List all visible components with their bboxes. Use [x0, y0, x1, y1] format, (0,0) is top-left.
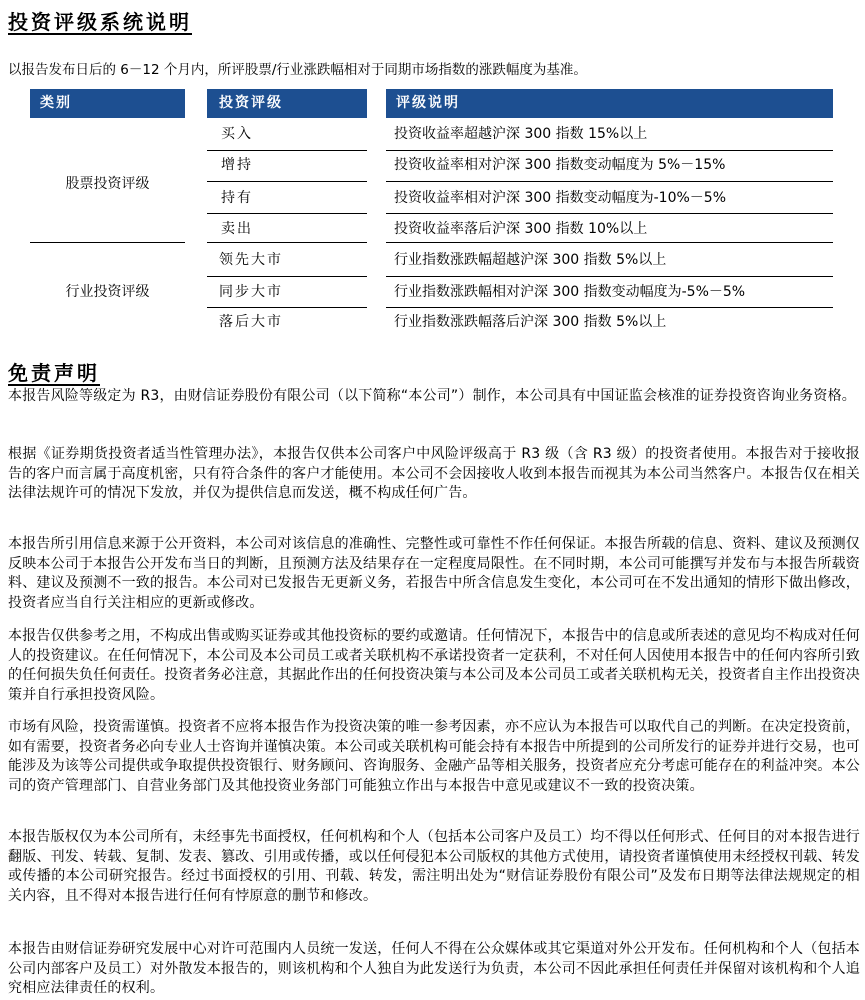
description-cell: 投资收益率相对沪深 300 指数变动幅度为-10%－5% — [394, 190, 726, 206]
rating-cell: 同步大市 — [219, 284, 283, 300]
table-header-description: 评级说明 — [386, 89, 833, 118]
description-cell: 投资收益率超越沪深 300 指数 15%以上 — [394, 126, 648, 142]
row-divider — [386, 181, 833, 182]
table-header-rating: 投资评级 — [207, 89, 367, 118]
rating-intro-text: 以报告发布日后的 6－12 个月内，所评股票/行业涨跌幅相对于同期市场指数的涨跌幅度为基准。 — [8, 62, 587, 78]
disclaimer-paragraph: 本报告由财信证券研究发展中心对许可范围内人员统一发送，任何人不得在公众媒体或其它渠道对外公开发布。任何机构和个人（包括本公司内部客户及员工）对外散发本报告的，则该机构和个人独自为此发送行为负责，本公司不因此承担任何责任并保留对该机构和个人追究相应法律责任的权利。 — [8, 941, 860, 996]
disclaimer-paragraph: 本报告仅供参考之用，不构成出售或购买证券或其他投资标的要约或邀请。任何情况下，本报告中的信息或所表述的意见均不构成对任何人的投资建议。在任何情况下，本公司及本公司员工或者关联机构不承诺投资者一定获利，不对任何人因使用本报告中的任何内容所引致的任何损失负任何责任。投资者务必注意，其据此作出的任何投资决策与本公司及本公司员工或者关联机构无关，投资者自主作出投资决策并自行承担投资风险。 — [8, 628, 860, 703]
description-cell: 行业指数涨跌幅相对沪深 300 指数变动幅度为-5%－5% — [394, 284, 746, 300]
row-divider — [386, 276, 833, 277]
row-divider — [207, 276, 367, 277]
description-cell: 行业指数涨跌幅落后沪深 300 指数 5%以上 — [394, 314, 667, 330]
description-cell: 投资收益率相对沪深 300 指数变动幅度为 5%－15% — [394, 157, 726, 173]
disclaimer-paragraph: 本报告所引用信息来源于公开资料，本公司对该信息的准确性、完整性或可靠性不作任何保证。本报告所载的信息、资料、建议及预测仅反映本公司于本报告公开发布当日的判断，且预测方法及结果存在一定程度局限性。在不同时期，本公司可能撰写并发布与本报告所载资料、建议及预测不一致的报告。本公司对已发报告无更新义务，若报告中所含信息发生变化，本公司可在不发出通知的情形下做出修改，投资者应当自行关注相应的更新或修改。 — [8, 536, 860, 611]
disclaimer-paragraph: 根据《证券期货投资者适当性管理办法》，本报告仅供本公司客户中风险评级高于 R3 级（含 R3 级）的投资者使用。本报告对于接收报告的客户而言属于高度机密，只有符合条件的客户才能使用。本公司不会因接收人收到本报告而视其为本公司当然客户。本报告仅在相关法律法规许可的情况下发放，并仅为提供信息而发送，概不构成任何广告。 — [8, 446, 860, 501]
rating-cell: 增持 — [221, 157, 253, 173]
rating-cell: 买入 — [221, 126, 253, 142]
row-divider — [207, 213, 367, 214]
row-divider — [386, 213, 833, 214]
rating-table — [30, 89, 833, 335]
rating-cell: 卖出 — [221, 221, 253, 237]
disclaimer-paragraph: 本报告风险等级定为 R3，由财信证券股份有限公司（以下简称“本公司”）制作，本公司具有中国证监会核准的证券投资咨询业务资格。 — [8, 388, 856, 404]
rating-system-title: 投资评级系统说明 — [8, 10, 192, 34]
rating-cell: 领先大市 — [219, 252, 283, 268]
category-industry-rating: 行业投资评级 — [65, 284, 150, 300]
rating-cell: 落后大市 — [219, 314, 283, 330]
group-divider — [207, 242, 367, 243]
disclaimer-title: 免责声明 — [8, 361, 100, 385]
description-cell: 投资收益率落后沪深 300 指数 10%以上 — [394, 221, 648, 237]
disclaimer-paragraph: 本报告版权仅为本公司所有，未经事先书面授权，任何机构和个人（包括本公司客户及员工）均不得以任何形式、任何目的对本报告进行翻版、刊发、转载、复制、发表、篡改、引用或传播，或以任何侵犯本公司版权的其他方式使用，请投资者谨慎使用未经授权刊载、转发或传播的本公司研究报告。经过书面授权的引用、刊载、转发，需注明出处为“财信证券股份有限公司”及发布日期等法律法规规定的相关内容，且不得对本报告进行任何有悖原意的删节和修改。 — [8, 829, 860, 904]
row-divider — [207, 181, 367, 182]
category-stock-rating: 股票投资评级 — [65, 176, 150, 192]
group-divider — [30, 242, 185, 243]
group-divider — [386, 242, 833, 243]
table-header-category: 类别 — [30, 89, 185, 118]
rating-cell: 持有 — [221, 190, 253, 206]
disclaimer-paragraph: 市场有风险，投资需谨慎。投资者不应将本报告作为投资决策的唯一参考因素，亦不应认为本报告可以取代自己的判断。在决定投资前，如有需要，投资者务必向专业人士咨询并谨慎决策。本公司或关联机构可能会持有本报告中所提到的公司所发行的证券并进行交易，也可能涉及为该等公司提供或争取提供投资银行、财务顾问、咨询服务、金融产品等相关服务，投资者应充分考虑可能存在的利益冲突。本公司的资产管理部门、自营业务部门及其他投资业务部门可能独立作出与本报告中意见或建议不一致的投资决策。 — [8, 719, 860, 794]
description-cell: 行业指数涨跌幅超越沪深 300 指数 5%以上 — [394, 252, 667, 268]
